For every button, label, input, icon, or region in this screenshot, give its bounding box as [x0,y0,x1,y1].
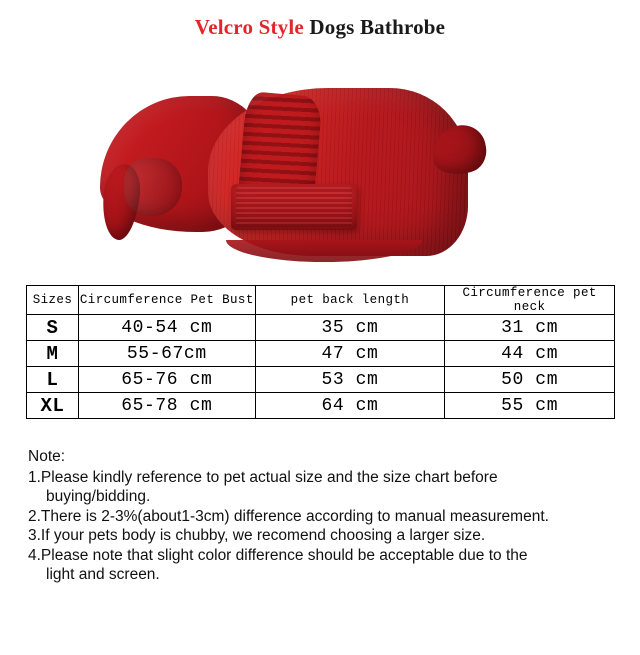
robe-velcro-strap [231,184,357,230]
column-header-neck: Circumference pet neck [445,286,615,315]
size-chart [26,285,615,419]
cell-bust: 40-54 cm [78,315,255,341]
cell-neck: 55 cm [445,393,615,419]
title-main: Dogs Bathrobe [303,15,446,39]
note-item-2: 2.There is 2-3%(about1-3cm) difference according to manual measurement. [28,507,549,525]
cell-bust: 65-78 cm [78,393,255,419]
cell-back-length: 64 cm [255,393,445,419]
note-item-1: 1.Please kindly reference to pet actual size and the size chart before [28,468,498,486]
robe-velcro-texture [236,187,352,227]
cell-neck: 31 cm [445,315,615,341]
cell-back-length: 47 cm [255,341,445,367]
size-table [26,285,615,419]
product-image [0,44,640,259]
notes-section [28,447,628,585]
cell-neck: 50 cm [445,367,615,393]
robe-hem [226,240,422,262]
table-row [27,341,615,367]
note-item-4: 4.Please note that slight color difference should be acceptable due to the [28,546,528,564]
note-item-3: 3.If your pets body is chubby, we recomend choosing a larger size. [28,527,486,544]
column-header-bust: Circumference Pet Bust [78,286,255,315]
robe-hood-ridge [124,158,182,216]
column-header-back-length: pet back length [255,286,445,315]
cell-bust: 55-67cm [78,341,255,367]
note-item-1-cont: buying/bidding. [46,488,151,505]
cell-neck: 44 cm [445,341,615,367]
column-header-sizes: Sizes [27,286,79,315]
table-row [27,367,615,393]
table-header-row [27,286,615,315]
note-item-4-cont: light and screen. [46,566,160,583]
cell-back-length: 35 cm [255,315,445,341]
cell-back-length: 53 cm [255,367,445,393]
cell-size: S [27,315,79,341]
cell-bust: 65-76 cm [78,367,255,393]
table-row [27,315,615,341]
title-accent: Velcro Style [194,15,304,39]
cell-size: XL [27,393,79,419]
notes-heading: Note: [28,448,66,465]
table-row [27,393,615,419]
cell-size: M [27,341,79,367]
page-title [0,15,640,40]
cell-size: L [27,367,79,393]
